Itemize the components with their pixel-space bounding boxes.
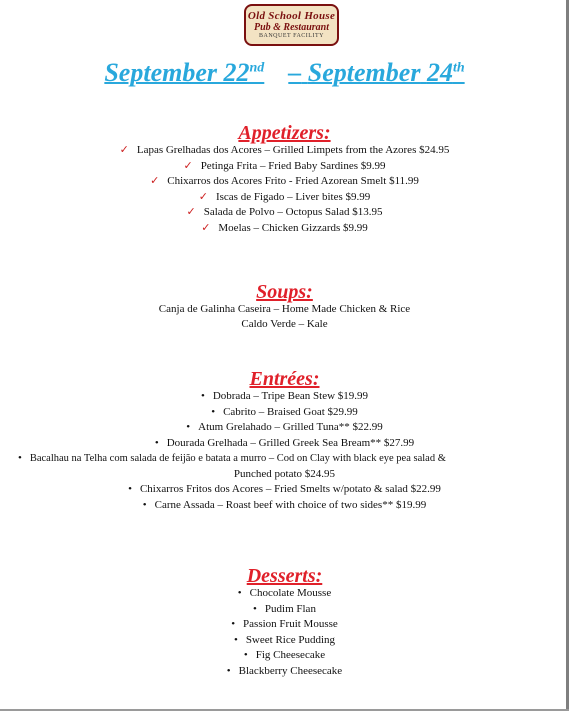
logo-line-3: BANQUET FACILITY [259, 33, 324, 39]
list-item: Canja de Galinha Caseira – Home Made Chicken & Rice [158, 303, 411, 315]
appetizers-title: Appetizers: [238, 122, 331, 144]
list-item-continuation: Punched potato $24.95 [233, 467, 336, 480]
date-dash: – [288, 58, 302, 87]
list-item: • Carne Assada – Roast beef with choice of two sides** $19.99 [0, 498, 569, 514]
bullet-icon: • [237, 587, 242, 599]
list-item: ✓ Lapas Grelhadas dos Acores – Grilled Limpets from the Azores $24.95 [0, 143, 569, 159]
entrees-title: Entrées: [249, 368, 320, 390]
checkmark-icon: ✓ [119, 144, 129, 156]
list-item: • Dobrada – Tripe Bean Stew $19.99 [0, 389, 569, 405]
end-month: September [307, 58, 421, 87]
end-suffix: th [452, 60, 465, 76]
bullet-icon: • [226, 664, 231, 677]
list-item: • Chocolate Mousse [0, 586, 569, 602]
list-item: • Bacalhau na Telha com salada de feijão e batata a murro – Cod on Clay with black eye pea salad & [0, 451, 569, 467]
list-item: • Atum Grelahado – Grilled Tuna** $22.99 [0, 420, 569, 436]
list-item: • Sweet Rice Pudding [0, 633, 569, 649]
list-item: ✓ Salada de Polvo – Octopus Salad $13.95 [0, 205, 569, 221]
restaurant-logo [244, 4, 339, 46]
checkmark-icon: ✓ [198, 190, 208, 203]
bullet-icon: • [142, 498, 147, 511]
bullet-icon: • [211, 405, 216, 418]
desserts-title: Desserts: [246, 565, 323, 587]
checkmark-icon: ✓ [186, 206, 196, 218]
list-item: Caldo Verde – Kale [241, 318, 328, 330]
bullet-icon: • [231, 618, 236, 630]
checkmark-icon: ✓ [183, 159, 193, 172]
list-item: • Passion Fruit Mousse [0, 617, 569, 633]
list-item: • Dourada Grelhada – Grilled Greek Sea Bream** $27.99 [0, 436, 569, 452]
bullet-icon: • [243, 649, 248, 661]
list-item: ✓ Moelas – Chicken Gizzards $9.99 [0, 221, 569, 237]
logo-line-2: Pub & Restaurant [253, 22, 330, 33]
soups-list [0, 302, 569, 332]
checkmark-icon: ✓ [201, 221, 211, 234]
bullet-icon: • [200, 390, 205, 402]
date-range-heading [0, 58, 569, 88]
list-item: ✓ Petinga Frita – Fried Baby Sardines $9.99 [0, 159, 569, 175]
desserts-list [0, 586, 569, 679]
appetizers-list [0, 143, 569, 236]
bullet-icon: • [18, 452, 22, 464]
bullet-icon: • [128, 483, 132, 495]
bullet-icon: • [186, 421, 191, 433]
list-item: ✓ Iscas de Figado – Liver bites $9.99 [0, 190, 569, 206]
list-item: • Cabrito – Braised Goat $29.99 [0, 405, 569, 421]
list-item: • Pudim Flan [0, 602, 569, 618]
bullet-icon: • [233, 633, 238, 646]
logo-line-1: Old School House [247, 10, 336, 22]
start-suffix: nd [249, 60, 265, 76]
list-item: • Fig Cheesecake [0, 648, 569, 664]
list-item: • Blackberry Cheesecake [0, 664, 569, 680]
end-day: 24 [426, 58, 453, 87]
start-day: 22 [223, 58, 250, 87]
soups-title: Soups: [256, 281, 313, 303]
list-item: ✓ Chixarros dos Acores Frito - Fried Azorean Smelt $11.99 [0, 174, 569, 190]
bullet-icon: • [154, 436, 159, 449]
bullet-icon: • [253, 602, 257, 615]
checkmark-icon: ✓ [150, 175, 160, 187]
start-month: September [104, 58, 217, 87]
entrees-list [0, 389, 569, 513]
list-item: • Chixarros Fritos dos Acores – Fried Smelts w/potato & salad $22.99 [0, 482, 569, 498]
